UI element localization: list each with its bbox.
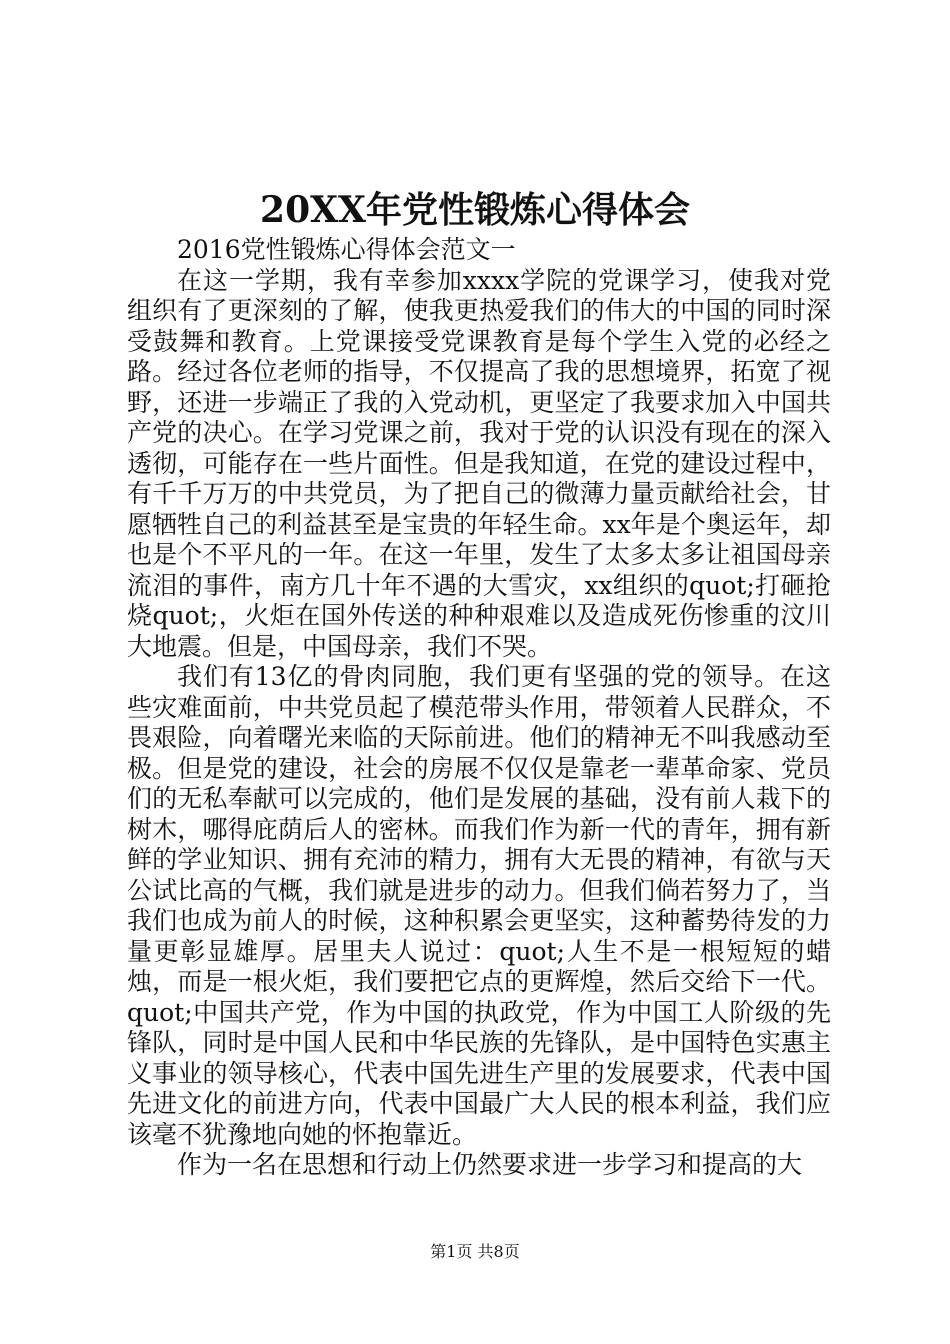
document-title: 20XX年党性锻炼心得体会 [260,189,690,231]
paragraph: 我们有13亿的骨肉同胞，我们更有坚强的党的领导。在这些灾难面前，中共党员起了模范带头作用，带领着人民群众，不畏艰险，向着曙光来临的天际前进。他们的精神无不叫我感动至极。但是党的建设，社会的房展不仅仅是靠老一辈革命家、党员们的无私奉献可以完成的，他们是发展的基础，没有前人栽下的树木，哪得庇荫后人的密林。而我们作为新一代的青年，拥有新鲜的学业知识、拥有充沛的精力，拥有大无畏的精神，有欲与天公试比高的气概，我们就是进步的动力。但我们倘若努力了，当我们也成为前人的时候，这种积累会更坚实，这种蓄势待发的力量更彰显雄厚。居里夫人说过：quot;人生不是一根短短的蜡烛，而是一根火炬，我们要把它点的更辉煌，然后交给下一代。quot;中国共产党，作为中国的执政党，作为中国工人阶级的先锋队，同时是中国人民和中华民族的先锋队，是中国特色实惠主义事业的领导核心，代表中国先进生产里的发展要求，代表中国先进文化的前进方向，代表中国最广大人民的根本利益，我们应该毫不犹豫地向她的怀抱靠近。 [127,662,831,1149]
paragraph: 在这一学期，我有幸参加xxxx学院的党课学习，使我对党组织有了更深刻的了解，使我更热爱我们的伟大的中国的同时深受鼓舞和教育。上党课接受党课教育是每个学生入党的必经之路。经过各位老师的指导，不仅提高了我的思想境界，拓宽了视野，还进一步端正了我的入党动机，更坚定了我要求加入中国共产党的决心。在学习党课之前，我对于党的认识没有现在的深入透彻，可能存在一些片面性。但是我知道，在党的建设过程中，有千千万万的中共党员，为了把自己的微薄力量贡献给社会，甘愿牺牲自己的利益甚至是宝贵的年轻生命。xx年是个奥运年，却也是个不平凡的一年。在这一年里，发生了太多太多让祖国母亲流泪的事件，南方几十年不遇的大雪灾，xx组织的quot;打砸抢烧quot;，火炬在国外传送的种种艰难以及造成死伤惨重的汶川大地震。但是，中国母亲，我们不哭。 [127,265,831,661]
paragraph: 作为一名在思想和行动上仍然要求进一步学习和提高的大 [177,1150,803,1179]
document-body [127,235,831,1181]
page-footer: 第1页 共8页 [430,1242,520,1261]
document-subtitle: 2016党性锻炼心得体会范文一 [177,235,516,264]
